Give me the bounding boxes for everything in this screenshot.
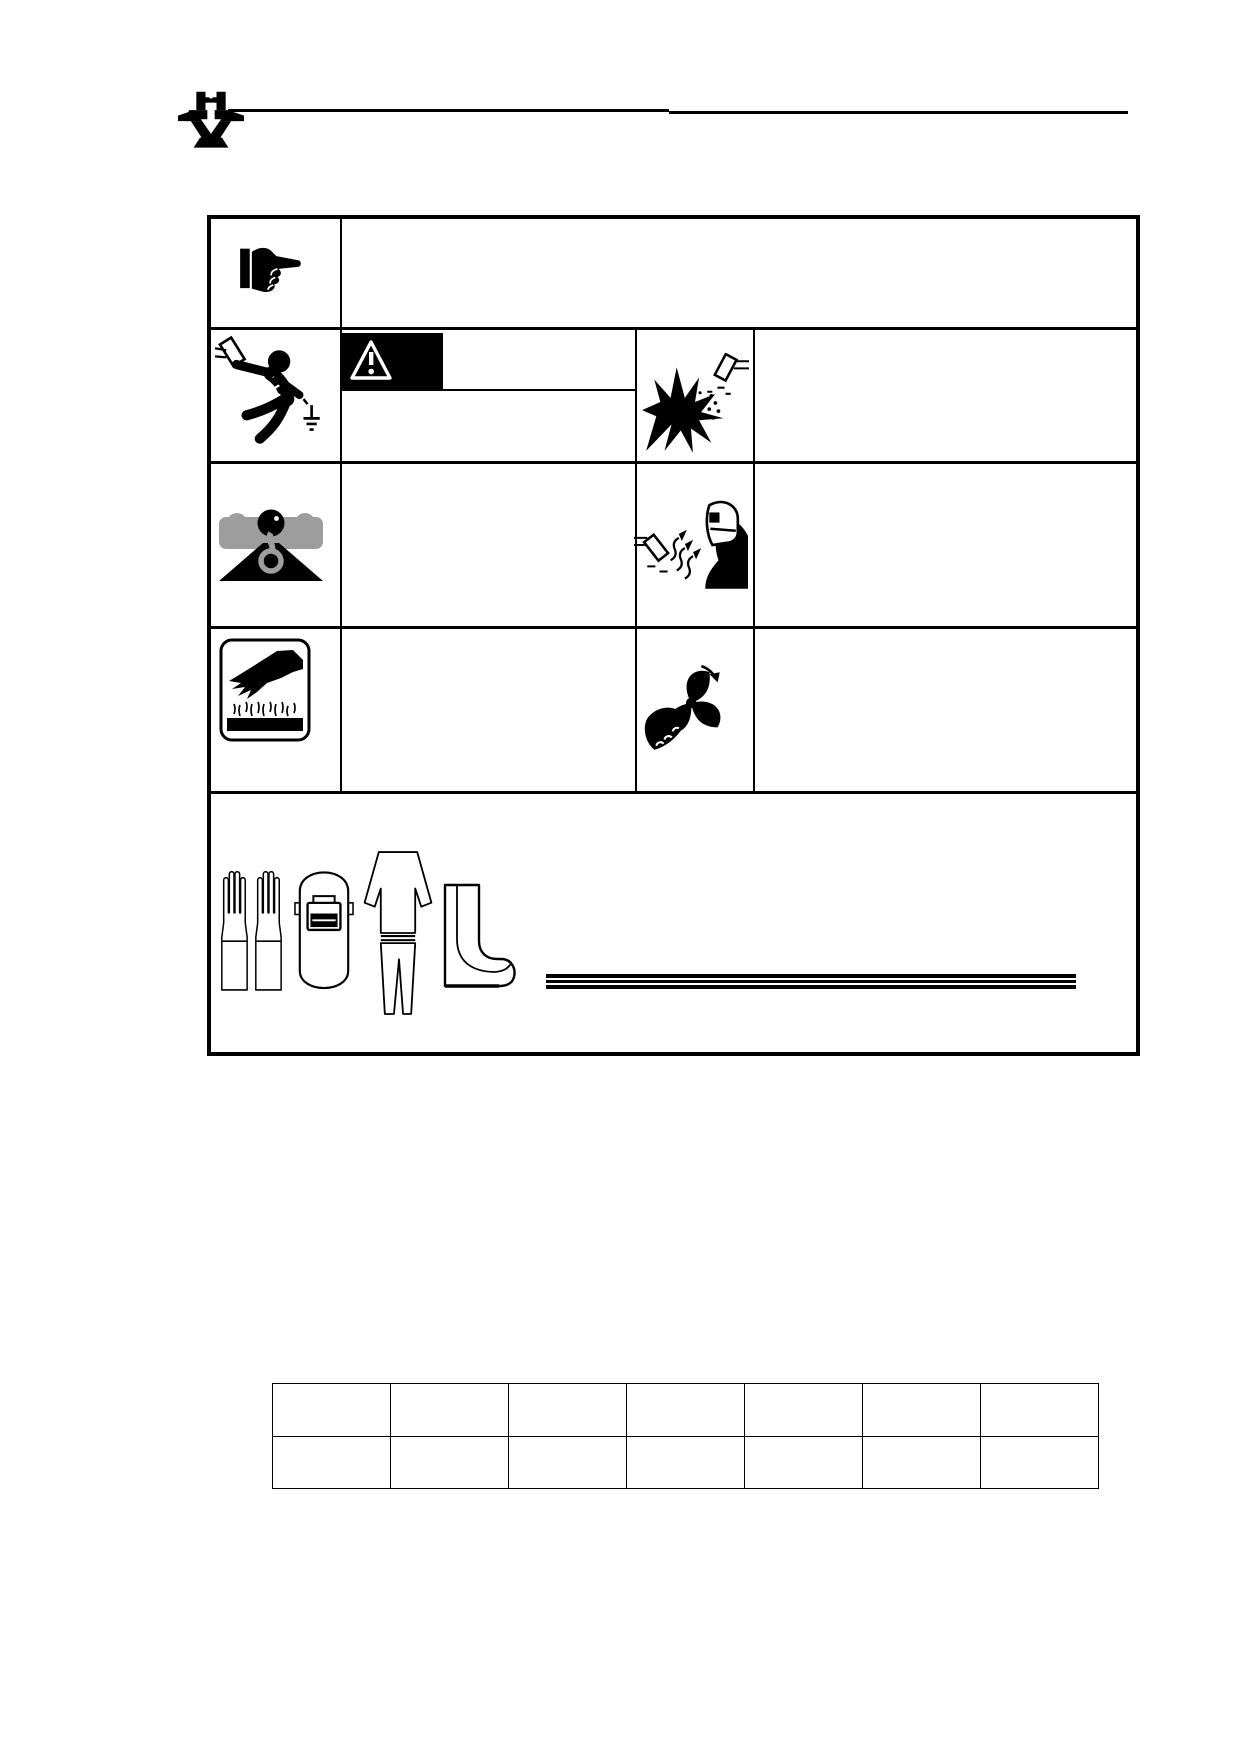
empty-cell	[509, 1384, 627, 1437]
table-row	[273, 1436, 1099, 1489]
row-border	[211, 461, 1136, 464]
pointing-hand-icon	[238, 242, 302, 298]
column-border	[340, 219, 342, 794]
empty-cell	[981, 1436, 1099, 1489]
empty-cell	[863, 1436, 981, 1489]
hazard-text	[361, 649, 621, 759]
row-border	[211, 327, 1136, 330]
table-row	[273, 1384, 1099, 1437]
empty-cell	[273, 1384, 391, 1437]
electric-shock-icon	[214, 332, 332, 458]
triple-rule	[546, 974, 1076, 989]
note-text	[361, 239, 1121, 319]
empty-cell	[391, 1436, 509, 1489]
hazard-text	[771, 649, 1121, 759]
column-border	[753, 327, 755, 794]
empty-cell	[745, 1436, 863, 1489]
hazard-text	[361, 509, 621, 619]
row-border	[211, 626, 1136, 629]
hazard-text	[771, 339, 1121, 449]
empty-cell	[509, 1436, 627, 1489]
moving-parts-hand-icon	[640, 662, 730, 759]
header-rule-right	[669, 111, 1128, 114]
hot-surface-icon	[219, 638, 311, 742]
welding-brand-emblem-icon	[178, 90, 244, 154]
safety-boots-icon	[437, 880, 519, 1012]
empty-cell	[863, 1384, 981, 1437]
explosion-sparks-icon	[640, 353, 750, 455]
header-rule-left	[228, 109, 669, 112]
warning-triangle-icon	[341, 333, 443, 391]
protective-gloves-icon	[253, 862, 283, 994]
row-border	[211, 791, 1136, 794]
hazard-text	[771, 509, 1121, 619]
protective-suit-icon	[362, 846, 434, 1016]
empty-cell	[981, 1384, 1099, 1437]
warning-badge	[341, 333, 443, 391]
protective-gloves-icon	[219, 862, 249, 994]
empty-cell	[391, 1384, 509, 1437]
arc-rays-face-shield-icon	[634, 498, 748, 590]
fume-inhalation-icon	[219, 502, 323, 582]
ppe-text	[546, 919, 1076, 959]
hazard-text	[451, 339, 631, 449]
empty-cell	[627, 1436, 745, 1489]
empty-cell	[273, 1436, 391, 1489]
empty-cell	[627, 1384, 745, 1437]
empty-cell	[745, 1384, 863, 1437]
welding-helmet-icon	[294, 856, 354, 1002]
safety-warning-table	[207, 215, 1140, 1056]
bottom-empty-table	[272, 1383, 1099, 1489]
